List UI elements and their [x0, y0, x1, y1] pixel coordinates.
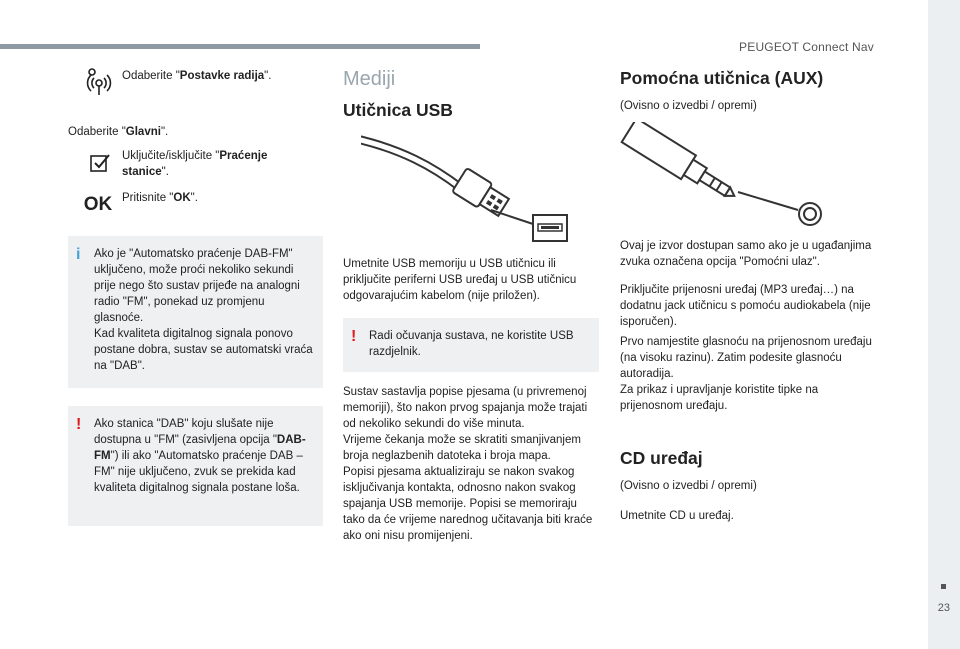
aux-p3 — [620, 334, 880, 414]
checkbox-icon — [82, 148, 118, 178]
info-icon: i — [76, 246, 81, 263]
tracking-row — [82, 148, 290, 180]
aux-illustration — [620, 122, 830, 232]
aux-p3-line2: Za prikaz i upravljanje koristite tipke na prijenosnom uređaju. — [620, 384, 819, 412]
main-text: Odaberite "Glavni". — [68, 126, 169, 138]
warning-box-text: Ako stanica "DAB" koju slušate nije dostupna u "FM" (zasivljena opcija "DAB-FM") ili ako "Automatsko praćenje DAB – FM" nije uključeno, zvuk se prekida kad kvaliteta digitalnog signala postane loša. — [94, 418, 306, 494]
aux-p1: Ovaj je izvor dostupan samo ako je u ugađanjima zvuka označena opcija "Pomoćni ulaz". — [620, 240, 872, 268]
radio-settings-text: Odaberite "Postavke radija". — [122, 70, 272, 82]
top-rule — [0, 44, 480, 49]
usb-plug-icon — [361, 130, 576, 245]
ok-icon: OK — [83, 194, 113, 215]
playlist-p1: Sustav sastavlja popise pjesama (u privremenoj memoriji), što nakon prvog spajanja može trajati od nekoliko sekundi do više minuta. — [343, 386, 588, 430]
warning-icon: ! — [76, 416, 82, 433]
usb-title: Utičnica USB — [343, 100, 453, 120]
aux-p2: Priključite prijenosni uređaj (MP3 uređaj…) na dodatnu jack utičnicu s pomoću audiokabela (nije isporučen). — [620, 284, 871, 328]
page-number: 23 — [937, 602, 950, 614]
aux-version: (Ovisno o izvedbi / opremi) — [620, 100, 757, 112]
jack-plug-icon — [620, 122, 830, 227]
info-box-p2: Kad kvaliteta digitalnog signala ponovo postane dobra, sustav se automatski vraća na "DAB". — [94, 328, 313, 372]
radio-settings-row — [82, 66, 271, 96]
usb-text: Umetnite USB memoriju u USB utičnicu ili priključite periferni USB uređaj u USB utičnicu odgovarajućim kabelom (nije priložen). — [343, 258, 577, 302]
playlist-p3: Popisi pjesama aktualiziraju se nakon svakog isključivanja kontakta, odnosno nakon svakog spajanja USB memorije. Popisi se memoriraju tako da će vrijeme narednog učitavanja biti kraće ako oni nisu promijenjeni. — [343, 466, 593, 542]
info-box — [68, 236, 323, 388]
aux-title: Pomoćna utičnica (AUX) — [620, 68, 824, 88]
usb-warning-box — [343, 318, 599, 372]
cd-title: CD uređaj — [620, 448, 703, 468]
cd-text: Umetnite CD u uređaj. — [620, 510, 734, 522]
tracking-text: Uključite/isključite "Praćenje stanice". — [122, 150, 268, 178]
warning-icon: ! — [351, 328, 357, 345]
press-ok-text: Pritisnite "OK". — [122, 192, 198, 204]
press-ok-row — [78, 190, 198, 220]
playlist-text — [343, 384, 599, 544]
header-title: PEUGEOT Connect Nav — [739, 40, 874, 54]
side-strip — [928, 0, 960, 649]
cd-version: (Ovisno o izvedbi / opremi) — [620, 480, 757, 492]
playlist-p2: Vrijeme čekanja može se skratiti smanjivanjem broja neglazbenih datoteka i broja mapa. — [343, 434, 581, 462]
info-box-p1: Ako je "Automatsko praćenje DAB-FM" uključeno, može proći nekoliko sekundi prije nego što sustav prijeđe na analogni radio "FM", ponekad uz promjenu glasnoće. — [94, 248, 300, 324]
page-marker — [941, 584, 946, 589]
usb-warning-text: Radi očuvanja sustava, ne koristite USB razdjelnik. — [369, 330, 574, 358]
aux-p3-line1: Prvo namjestite glasnoću na prijenosnom uređaju (na visoku razinu). Zatim podesite glasnoću autoradija. — [620, 336, 872, 380]
usb-illustration — [361, 130, 576, 250]
radio-settings-icon — [82, 66, 118, 96]
warning-box — [68, 406, 323, 526]
section-title-media: Mediji — [343, 68, 396, 90]
